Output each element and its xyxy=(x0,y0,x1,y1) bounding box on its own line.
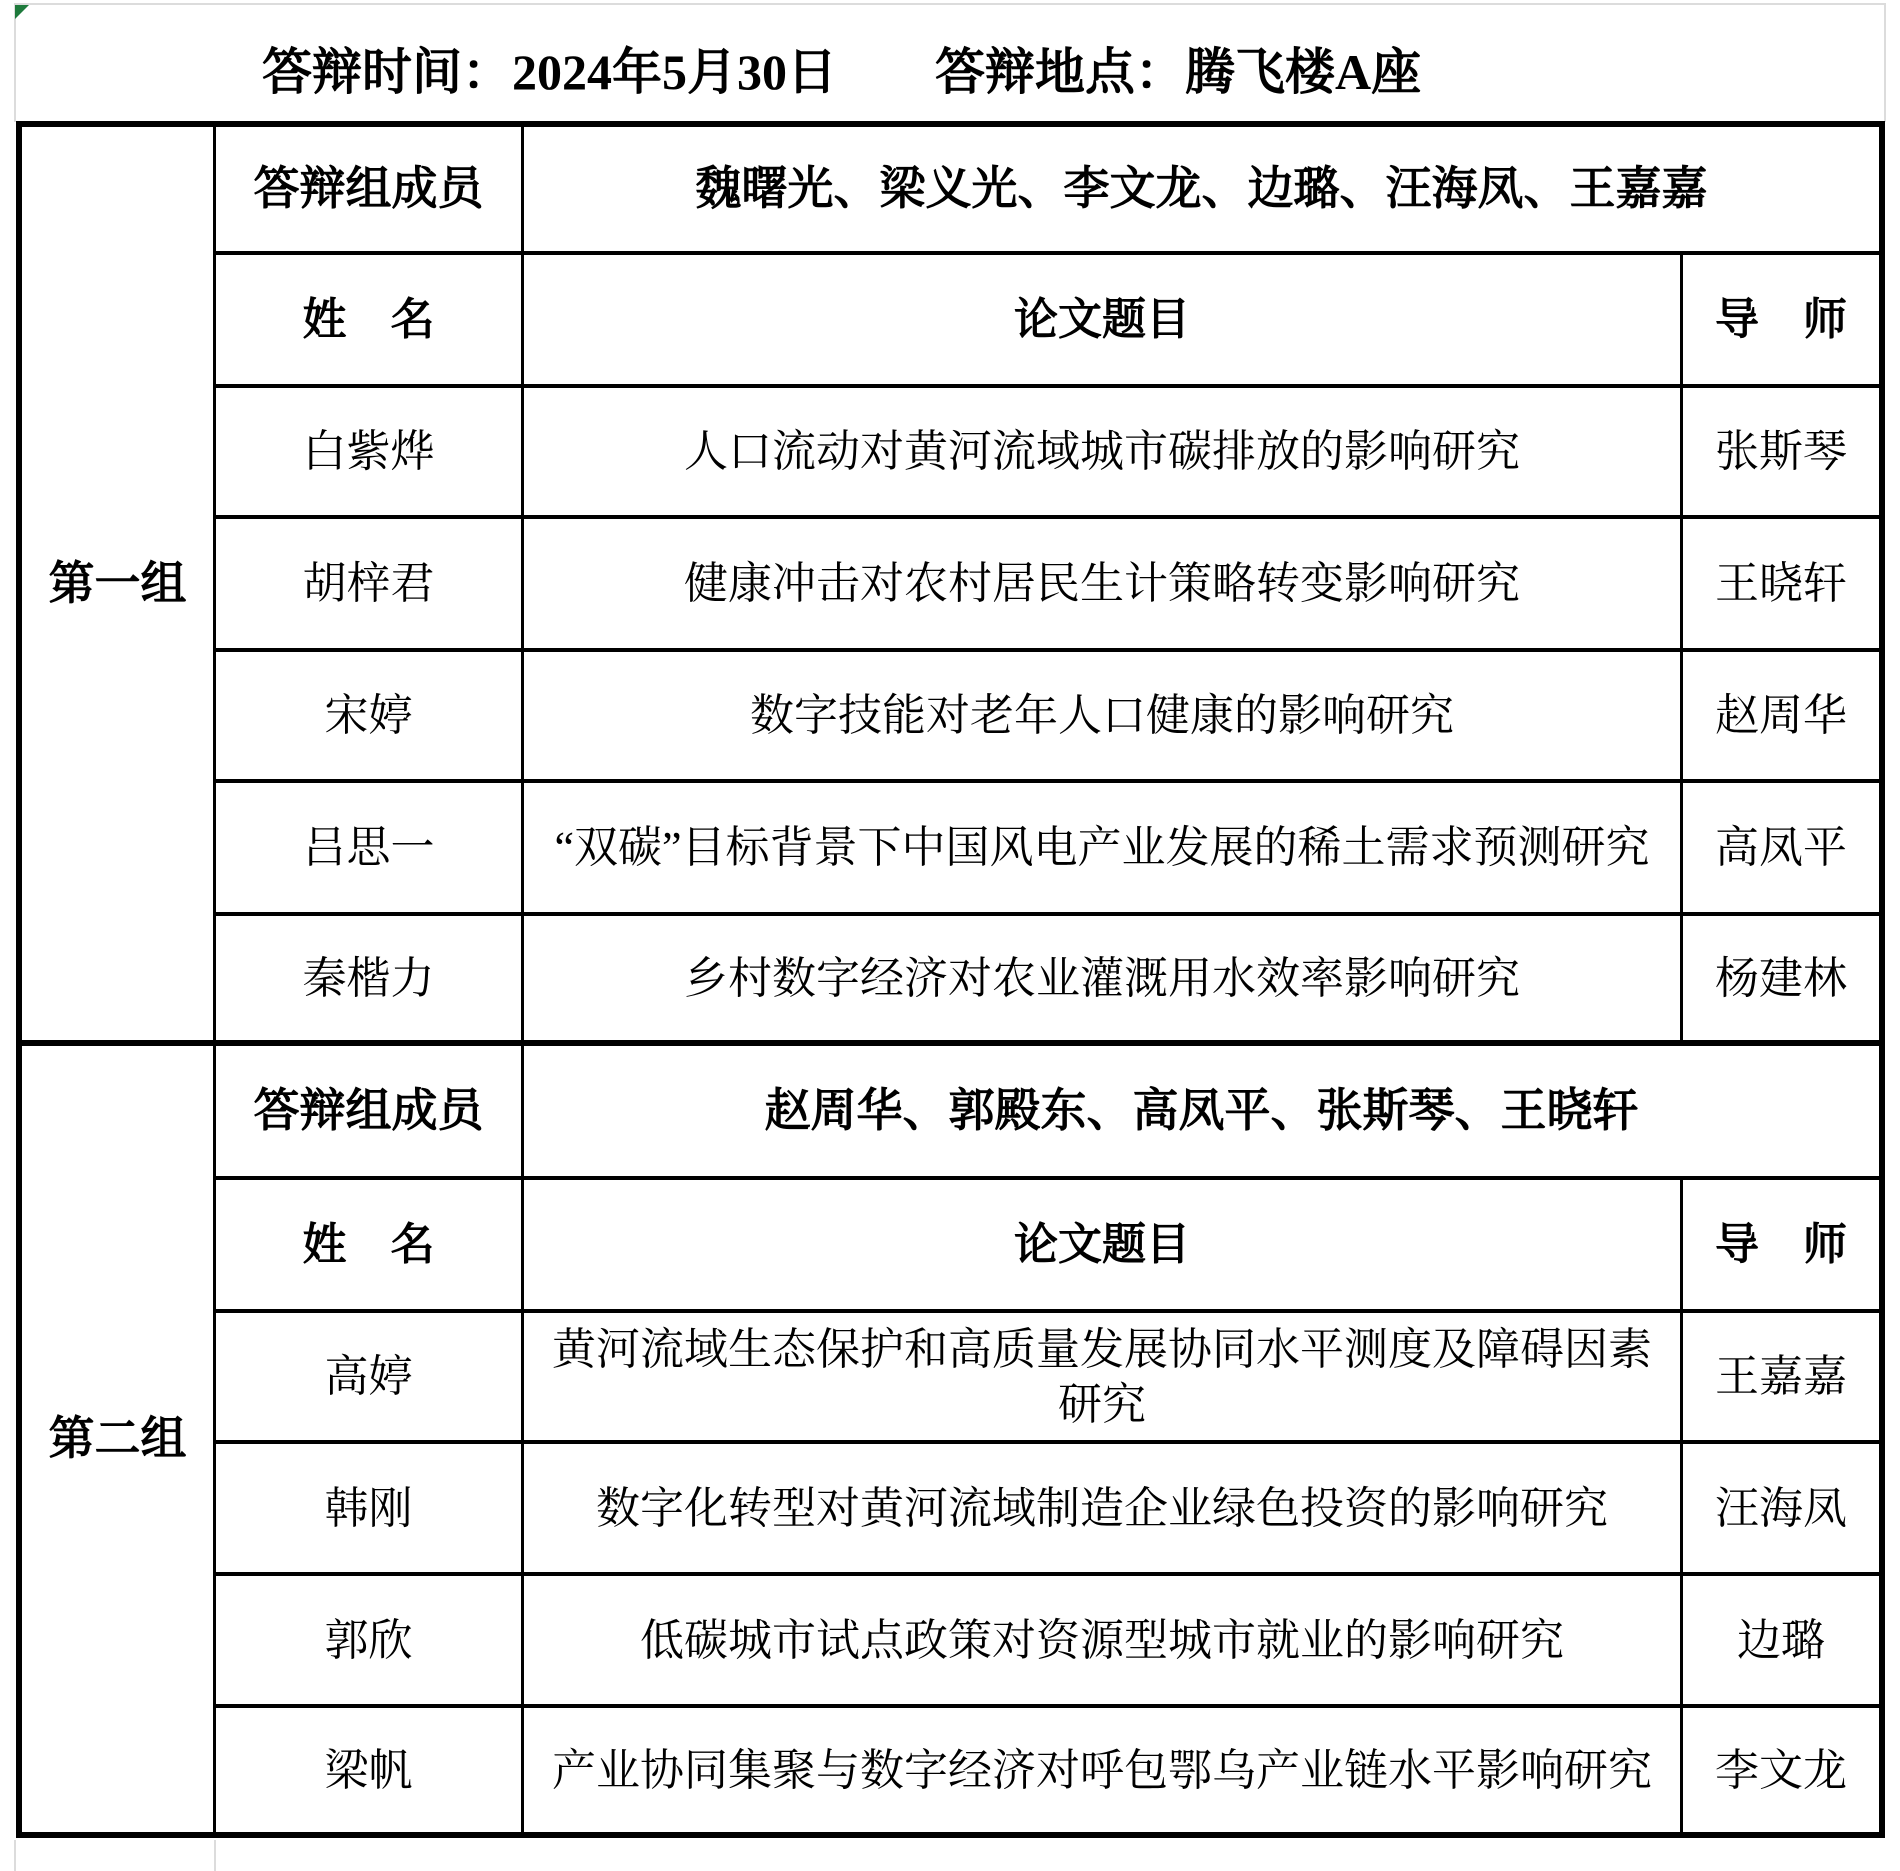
advisor-cell: 杨建林 xyxy=(1683,916,1879,1046)
group-2-label: 第二组 xyxy=(22,1046,216,1832)
advisor-cell: 边璐 xyxy=(1683,1576,1879,1708)
thesis-title-cell: 黄河流域生态保护和高质量发展协同水平测度及障碍因素研究 xyxy=(524,1313,1683,1444)
faint-gridline-left-bottom xyxy=(14,1840,16,1871)
group-1-header-name: 姓 名 xyxy=(216,255,524,388)
group-1-header-advisor: 导 师 xyxy=(1683,255,1879,388)
student-name-cell: 梁帆 xyxy=(216,1708,524,1832)
group-2-header-title: 论文题目 xyxy=(524,1180,1683,1313)
student-name-cell: 白紫烨 xyxy=(216,388,524,519)
thesis-title-cell: “双碳”目标背景下中国风电产业发展的稀土需求预测研究 xyxy=(524,783,1683,916)
advisor-cell: 王嘉嘉 xyxy=(1683,1313,1879,1444)
student-name-cell: 吕思一 xyxy=(216,783,524,916)
student-name-cell: 郭欣 xyxy=(216,1576,524,1708)
group-1-members-list: 魏曙光、梁义光、李文龙、边璐、汪海凤、王嘉嘉 xyxy=(524,127,1879,255)
group-2-members-label: 答辩组成员 xyxy=(216,1046,524,1180)
group-1-header-title: 论文题目 xyxy=(524,255,1683,388)
defense-schedule-table xyxy=(16,121,1885,1838)
thesis-title-cell: 数字化转型对黄河流域制造企业绿色投资的影响研究 xyxy=(524,1444,1683,1576)
defense-time-text: 答辩时间：2024年5月30日 xyxy=(262,44,837,100)
advisor-cell: 王晓轩 xyxy=(1683,519,1879,652)
faint-gridline-right-top xyxy=(1884,3,1886,122)
student-name-cell: 高婷 xyxy=(216,1313,524,1444)
thesis-title-cell: 人口流动对黄河流域城市碳排放的影响研究 xyxy=(524,388,1683,519)
faint-gridline-col1-bottom xyxy=(214,1840,216,1871)
advisor-cell: 赵周华 xyxy=(1683,652,1879,783)
group-1-members-label: 答辩组成员 xyxy=(216,127,524,255)
thesis-title-cell: 低碳城市试点政策对资源型城市就业的影响研究 xyxy=(524,1576,1683,1708)
advisor-cell: 张斯琴 xyxy=(1683,388,1879,519)
group-2-members-list: 赵周华、郭殿东、高凤平、张斯琴、王晓轩 xyxy=(524,1046,1879,1180)
thesis-title-cell: 乡村数字经济对农业灌溉用水效率影响研究 xyxy=(524,916,1683,1046)
group-2-header-name: 姓 名 xyxy=(216,1180,524,1313)
advisor-cell: 李文龙 xyxy=(1715,1745,1847,1795)
advisor-cell: 汪海凤 xyxy=(1683,1444,1879,1576)
thesis-title-cell: 数字技能对老年人口健康的影响研究 xyxy=(524,652,1683,783)
defense-location-text: 答辩地点：腾飞楼A座 xyxy=(935,44,1422,100)
cell-error-marker-icon xyxy=(15,5,29,19)
student-name-cell: 秦楷力 xyxy=(216,916,524,1046)
faint-gridline-top xyxy=(14,3,1886,5)
student-name-cell: 韩刚 xyxy=(216,1444,524,1576)
group-1-label: 第一组 xyxy=(22,127,216,1046)
thesis-title-cell: 产业协同集聚与数字经济对呼包鄂乌产业链水平影响研究 xyxy=(524,1708,1683,1832)
group-2-header-advisor: 导 师 xyxy=(1683,1180,1879,1313)
thesis-title-cell: 健康冲击对农村居民生计策略转变影响研究 xyxy=(524,519,1683,652)
student-name-cell: 宋婷 xyxy=(216,652,524,783)
student-name-cell: 胡梓君 xyxy=(216,519,524,652)
faint-gridline-left-top xyxy=(14,3,16,122)
advisor-cell: 高凤平 xyxy=(1683,783,1879,916)
